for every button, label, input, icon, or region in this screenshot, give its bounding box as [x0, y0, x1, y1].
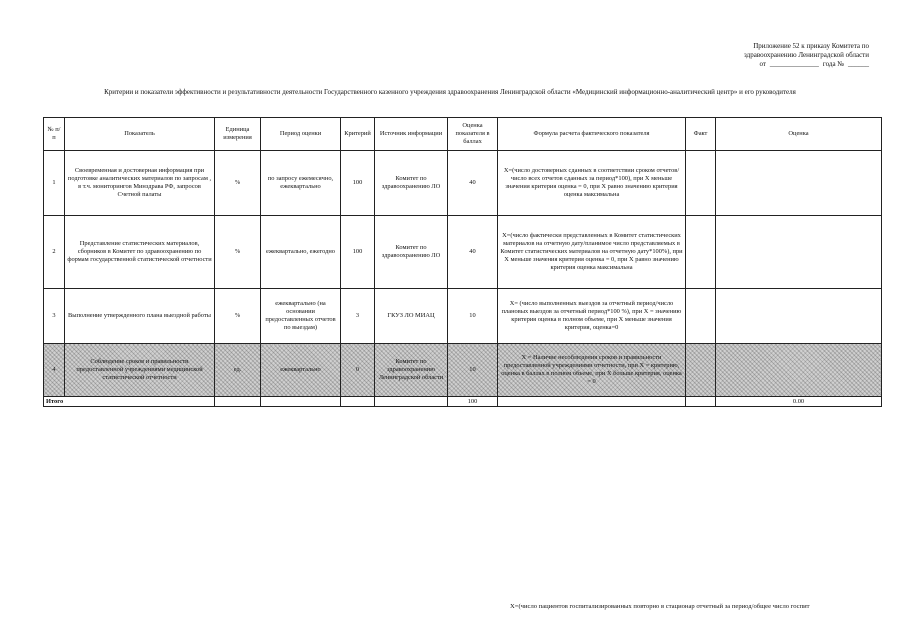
appendix-header — [679, 42, 869, 69]
cell-num: 4 — [44, 344, 65, 397]
total-empty-cell — [498, 397, 686, 407]
cell-unit: % — [215, 216, 261, 289]
appendix-line-1: Приложение 52 к приказу Комитета по — [753, 42, 869, 50]
total-empty-cell — [375, 397, 448, 407]
document-title: Критерии и показатели эффективности и результативности деятельности Государственного казенного учреждения здравоохранения Ленинградской области «Медицинский информационно-аналитический центр» и его руководителя — [104, 88, 796, 96]
header-num: № п/п — [44, 118, 65, 151]
cell-formula: X=(число достоверных сданных в соответствии сроком отчетов/ число всех отчетов сданных за период*100), при X меньше значения критерия оценка = 0, при X равно значению критерия оценка максимальна — [498, 151, 686, 216]
header-score: Оценка показателя в баллах — [448, 118, 498, 151]
header-period: Период оценки — [261, 118, 341, 151]
cell-evaluation — [716, 151, 882, 216]
cell-indicator: Представление статистических материалов, сборников в Комитет по здравоохранению по формам государственной статистической отчетности — [65, 216, 215, 289]
header-unit: Единица измерения — [215, 118, 261, 151]
header-formula: Формула расчета фактического показателя — [498, 118, 686, 151]
cell-criterion: 100 — [341, 216, 375, 289]
cell-source: Комитет по здравоохранению Ленинградской области — [375, 344, 448, 397]
cell-evaluation — [716, 289, 882, 344]
cell-score: 10 — [448, 289, 498, 344]
cell-formula: X= (число выполненных выездов за отчетный период/число плановых выездов за отчетный период*100 %), при X = значению критерия оценка в полном объеме, при X меньше значения критерия, оценка=0 — [498, 289, 686, 344]
cell-formula: X = Наличие несоблюдения сроков и правильности предоставленной учреждениями отчетности, при X = критерию, оценка в баллах в полном объеме, при X больше критерия, оценка = 0 — [498, 344, 686, 397]
total-empty-cell — [261, 397, 341, 407]
cell-evaluation — [716, 216, 882, 289]
total-evaluation: 0.00 — [716, 397, 882, 407]
header-indicator: Показатель — [65, 118, 215, 151]
appendix-from-label: от — [759, 60, 766, 68]
cell-criterion: 100 — [341, 151, 375, 216]
header-criterion: Критерий — [341, 118, 375, 151]
cell-indicator: Своевременная и достоверная информация при подготовке аналитических материалов по запросам , в т.ч. мониторингов Минздрава РФ, запросов Счетной палаты — [65, 151, 215, 216]
cell-evaluation — [716, 344, 882, 397]
cell-period: ежеквартально (на основании предоставленных отчетов по выездам) — [261, 289, 341, 344]
appendix-year-number-label: года № — [822, 60, 844, 68]
total-empty-cell — [686, 397, 716, 407]
cell-unit: ед. — [215, 344, 261, 397]
cell-fact — [686, 344, 716, 397]
header-fact: Факт — [686, 118, 716, 151]
appendix-line-3 — [679, 60, 869, 69]
cell-score: 10 — [448, 344, 498, 397]
cell-unit: % — [215, 289, 261, 344]
cell-criterion: 0 — [341, 344, 375, 397]
cell-num: 2 — [44, 216, 65, 289]
cell-fact — [686, 289, 716, 344]
total-row — [44, 397, 882, 407]
table-header-row — [44, 118, 882, 151]
total-empty-cell — [341, 397, 375, 407]
criteria-table — [43, 117, 882, 407]
cell-score: 40 — [448, 216, 498, 289]
cell-score: 40 — [448, 151, 498, 216]
cell-period: ежеквартально — [261, 344, 341, 397]
total-empty-cell — [215, 397, 261, 407]
cell-criterion: 3 — [341, 289, 375, 344]
header-source: Источник информации — [375, 118, 448, 151]
cell-period: ежеквартально, ежегодно — [261, 216, 341, 289]
cell-formula: X=(число фактически представленных в Комитет статистических материалов на отчетную дату/планимое число представляемых в Комитет статистических материалов на отчетную дату*100%), при X меньше значения критерия оценка = 0, при X равно значению критерия оценка максимальна — [498, 216, 686, 289]
cell-num: 1 — [44, 151, 65, 216]
cell-source: ГКУЗ ЛО МИАЦ — [375, 289, 448, 344]
cell-indicator: Соблюдение сроков и правильности предоставленной учреждениями медицинской статистической отчетности — [65, 344, 215, 397]
total-score: 100 — [448, 397, 498, 407]
cell-indicator: Выполнение утвержденного плана выездной работы — [65, 289, 215, 344]
cell-period: по запросу ежемесячно, ежеквартально — [261, 151, 341, 216]
header-evaluation: Оценка — [716, 118, 882, 151]
footer-formula-note: X=(число пациентов госпитализированных повторно в стационар отчетный за период/общее число госпит — [510, 603, 810, 610]
cell-fact — [686, 151, 716, 216]
cell-unit: % — [215, 151, 261, 216]
total-label: Итого — [44, 397, 215, 407]
table-row — [44, 151, 882, 216]
cell-num: 3 — [44, 289, 65, 344]
cell-source: Комитет по здравоохранению ЛО — [375, 151, 448, 216]
table-row — [44, 289, 882, 344]
cell-fact — [686, 216, 716, 289]
appendix-date-blank: ______________ — [769, 60, 819, 68]
appendix-number-blank: ______ — [848, 60, 869, 68]
table-row-highlighted — [44, 344, 882, 397]
table-row — [44, 216, 882, 289]
appendix-line-2: здравоохранению Ленинградской области — [744, 51, 869, 59]
cell-source: Комитет по здравоохранению ЛО — [375, 216, 448, 289]
